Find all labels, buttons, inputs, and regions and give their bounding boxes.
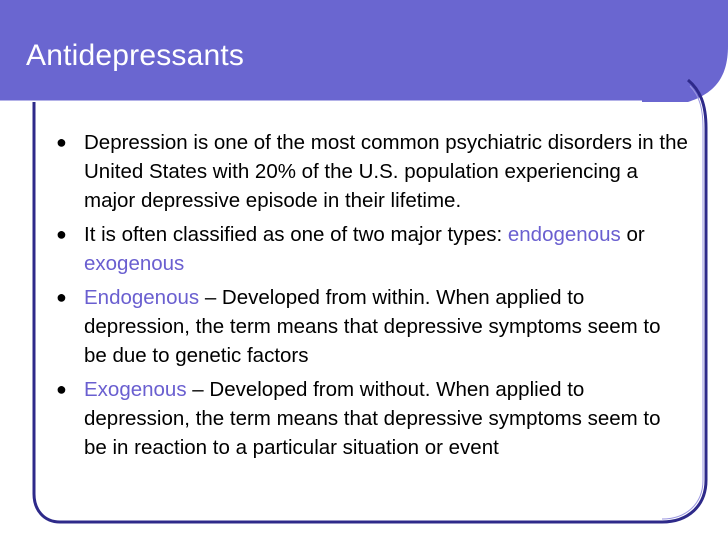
bullet-dot-icon: ● — [56, 287, 67, 307]
list-item — [56, 128, 688, 215]
list-item — [56, 220, 688, 278]
list-item — [56, 375, 688, 462]
bullet-text: – Developed from without. When applied to depression, the term means that depressive symptoms seem to be in reaction to a particular situation or event — [84, 378, 661, 459]
bullet-dot-icon: ● — [56, 379, 67, 399]
term-exogenous: exogenous — [84, 252, 185, 275]
bullet-text: It is often classified as one of two major types: — [84, 223, 508, 246]
bullet-dot-icon: ● — [56, 132, 67, 152]
slide-title: Antidepressants — [26, 39, 245, 72]
term-endogenous-heading: Endogenous — [84, 286, 200, 309]
bullet-text: – Developed from within. When applied to depression, the term means that depressive symptoms seem to be due to genetic factors — [84, 286, 661, 367]
list-item — [56, 283, 688, 370]
bullet-dot-icon: ● — [56, 224, 67, 244]
bullet-list — [56, 128, 688, 467]
bullet-text: Depression is one of the most common psychiatric disorders in the United States with 20% of the U.S. population experiencing a major depressive episode in their lifetime. — [84, 131, 688, 212]
term-endogenous: endogenous — [507, 223, 621, 246]
term-exogenous-heading: Exogenous — [84, 378, 187, 401]
bullet-text-connector: or — [620, 223, 645, 246]
